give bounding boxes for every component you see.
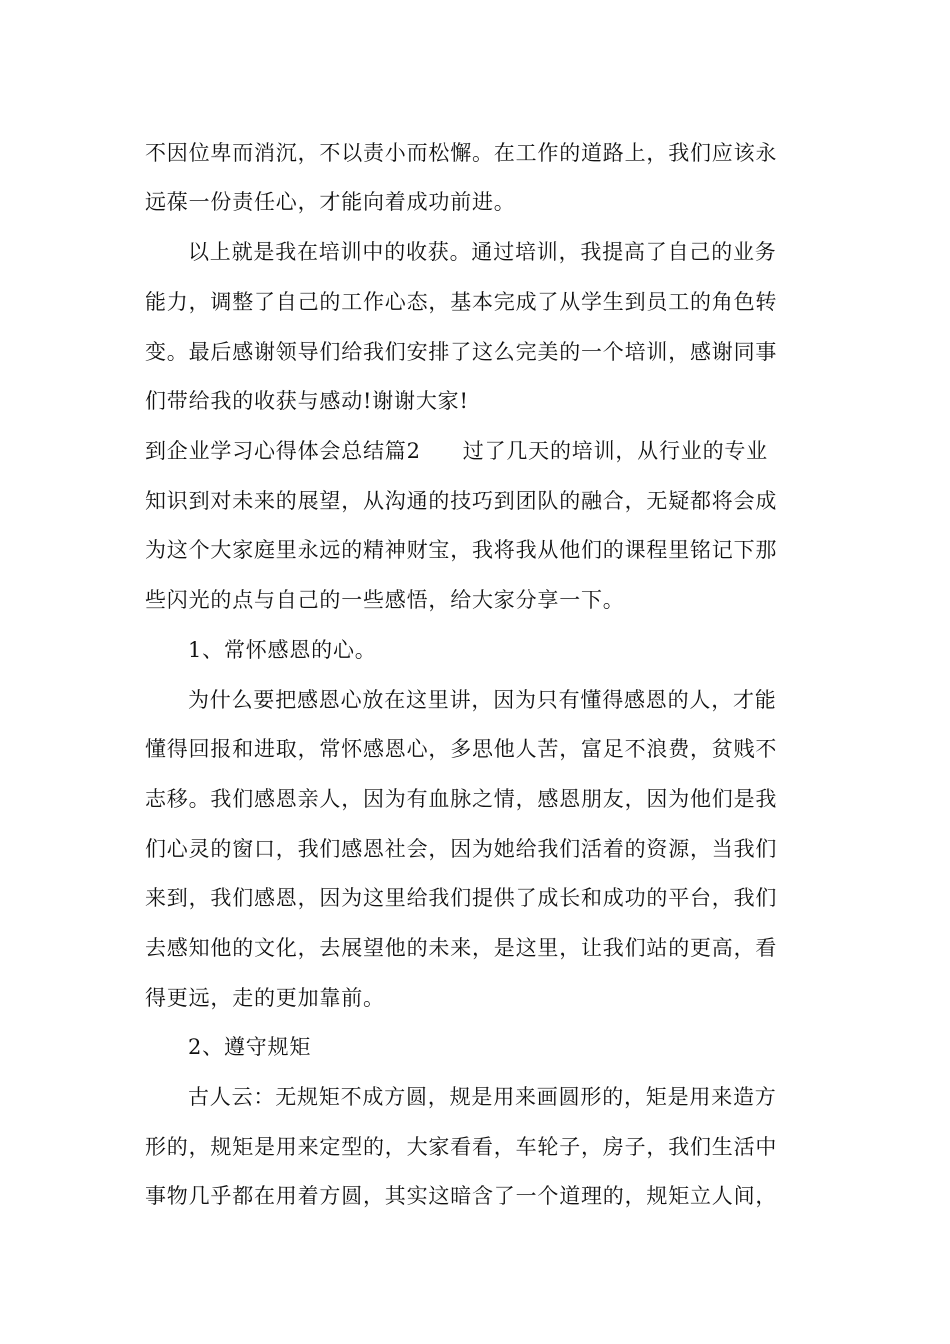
text-line: 们带给我的收获与感动!谢谢大家! (145, 389, 469, 413)
text-line: 能力，调整了自己的工作心态，基本完成了从学生到员工的角色转 (145, 290, 778, 314)
text-line: 们心灵的窗口，我们感恩社会，因为她给我们活着的资源，当我们 (145, 837, 778, 861)
section-heading-line (145, 435, 768, 467)
text-line: 形的，规矩是用来定型的，大家看看，车轮子，房子，我们生活中 (145, 1135, 778, 1159)
text-line: 些闪光的点与自己的一些感悟，给大家分享一下。 (145, 588, 625, 612)
text-line: 不因位卑而消沉，不以责小而松懈。在工作的道路上，我们应该永 (145, 141, 778, 165)
text-line: 远葆一份责任心，才能向着成功前进。 (145, 190, 516, 214)
text-line: 为什么要把感恩心放在这里讲，因为只有懂得感恩的人，才能 (188, 688, 777, 712)
subheading-1: 1、常怀感恩的心。 (188, 638, 377, 662)
text-line: 志移。我们感恩亲人，因为有血脉之情，感恩朋友，因为他们是我 (145, 787, 778, 811)
text-line: 事物几乎都在用着方圆，其实这暗含了一个道理的，规矩立人间， (145, 1184, 778, 1208)
text-line: 知识到对未来的展望，从沟通的技巧到团队的融合，无疑都将会成 (145, 489, 778, 513)
text-line: 变。最后感谢领导们给我们安排了这么完美的一个培训，感谢同事 (145, 340, 778, 364)
text-line: 去感知他的文化，去展望他的未来，是这里，让我们站的更高，看 (145, 936, 778, 960)
text-line: 古人云：无规矩不成方圆，规是用来画圆形的，矩是用来造方 (188, 1085, 777, 1109)
section-heading: 到企业学习心得体会总结篇2 (145, 439, 421, 463)
subheading-2: 2、遵守规矩 (188, 1035, 312, 1059)
text-line: 为这个大家庭里永远的精神财宝，我将我从他们的课程里铭记下那 (145, 538, 778, 562)
text-line: 以上就是我在培训中的收获。通过培训，我提高了自己的业务 (188, 240, 777, 264)
text-line: 懂得回报和进取，常怀感恩心，多思他人苦，富足不浪费，贫贱不 (145, 737, 778, 761)
section-first-sentence: 过了几天的培训，从行业的专业 (462, 439, 768, 463)
text-line: 得更远，走的更加靠前。 (145, 986, 385, 1010)
text-line: 来到，我们感恩，因为这里给我们提供了成长和成功的平台，我们 (145, 886, 778, 910)
